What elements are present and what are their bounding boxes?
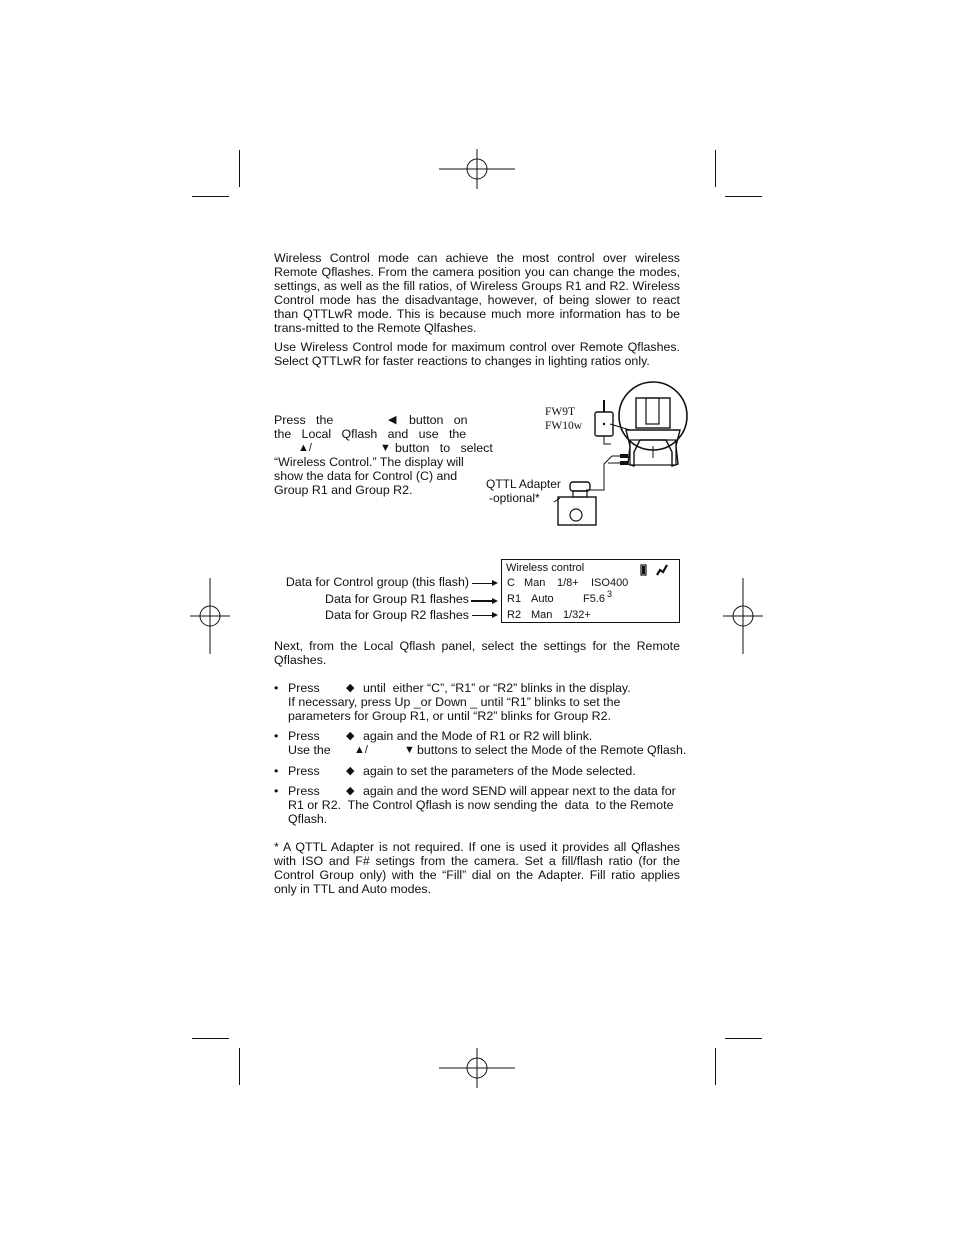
lcd-c-group: C bbox=[507, 577, 515, 589]
lcd-display bbox=[501, 559, 680, 623]
lcd-title: Wireless control bbox=[506, 562, 585, 574]
crop-mark bbox=[715, 1048, 716, 1085]
bullet-text: Qflash. bbox=[288, 812, 328, 826]
step-text: button to select bbox=[395, 441, 493, 455]
lcd-c-power: 1/8+ bbox=[557, 577, 579, 589]
lcd-r1-superscript: 3 bbox=[607, 589, 613, 599]
pointer-arrow bbox=[492, 580, 498, 586]
crop-mark bbox=[192, 1038, 229, 1039]
adapter-optional-label: -optional* bbox=[489, 491, 540, 505]
footnote: * A QTTL Adapter is not required. If one is used it provides all Qflashes with ISO and F# setings from the camera. Set a fill/flash ratio (for the Control Group only) with the “Fill” dial on the Adapter. Fill ratio applies only in TTL and Auto modes. bbox=[274, 840, 680, 896]
diamond-icon: ◆ bbox=[346, 785, 355, 797]
step-text: Group R1 and Group R2. bbox=[274, 483, 413, 497]
group-r1-label: Data for Group R1 flashes bbox=[325, 592, 469, 606]
step-text: the Local Qflash and use the bbox=[274, 427, 467, 441]
pointer-line bbox=[472, 583, 492, 584]
diamond-icon: ◆ bbox=[346, 730, 355, 742]
bullet-text: parameters for Group R1, or until “R2” blinks for Group R2. bbox=[288, 709, 611, 723]
bullet-press: Press bbox=[288, 784, 320, 798]
lcd-r1-group: R1 bbox=[507, 593, 522, 605]
bullet-press: Press bbox=[288, 764, 320, 778]
flash-illustration bbox=[480, 380, 700, 530]
control-group-label: Data for Control group (this flash) bbox=[285, 575, 469, 589]
lcd-r1-mode: Auto bbox=[531, 593, 554, 605]
bullet-press: Press bbox=[288, 681, 320, 695]
bullet-text: R1 or R2. The Control Qflash is now sending the data to the Remote bbox=[288, 798, 674, 812]
pointer-arrow bbox=[492, 612, 498, 618]
down-arrow-icon: ▼ bbox=[380, 442, 391, 454]
lcd-r2-power: 1/32+ bbox=[563, 609, 591, 621]
battery-icon bbox=[640, 564, 648, 576]
crop-mark bbox=[725, 1038, 762, 1039]
diamond-icon: ◆ bbox=[346, 682, 355, 694]
bullet-text: If necessary, press Up _or Down _ until “R1” blinks to set the bbox=[288, 695, 621, 709]
lcd-r2-mode: Man bbox=[531, 609, 553, 621]
registration-mark bbox=[439, 131, 515, 207]
adapter-label: QTTL Adapter bbox=[486, 477, 561, 491]
step-text: “Wireless Control.” The display will bbox=[274, 455, 464, 469]
bullet-text: buttons to select the Mode of the Remote Qflash. bbox=[417, 743, 687, 757]
step-text: button on bbox=[409, 413, 468, 427]
lcd-r1-aperture: F5.6 bbox=[583, 593, 606, 605]
bullet-text: again to set the parameters of the Mode selected. bbox=[363, 764, 636, 778]
bullet-text: again and the Mode of R1 or R2 will blink. bbox=[363, 729, 593, 743]
step-text: show the data for Control (C) and bbox=[274, 469, 458, 483]
crop-mark bbox=[239, 150, 240, 187]
lcd-c-iso: ISO400 bbox=[591, 577, 629, 589]
up-arrow-icon: ▲/ bbox=[298, 442, 312, 454]
step-text: Press the bbox=[274, 413, 334, 427]
down-arrow-icon: ▼ bbox=[404, 744, 415, 756]
left-arrow-icon: ◀ bbox=[388, 414, 397, 426]
crop-mark bbox=[239, 1048, 240, 1085]
wireless-signal-icon bbox=[655, 563, 669, 577]
crop-mark bbox=[725, 196, 762, 197]
pointer-arrow bbox=[492, 598, 498, 604]
crop-mark bbox=[715, 150, 716, 187]
bullet-press: Press bbox=[288, 729, 320, 743]
bullet-text: Use the bbox=[288, 743, 331, 757]
fw10w-label: FW10w bbox=[545, 420, 583, 432]
registration-mark bbox=[172, 578, 248, 654]
registration-mark bbox=[705, 578, 781, 654]
lcd-c-mode: Man bbox=[524, 577, 546, 589]
diamond-icon: ◆ bbox=[346, 765, 355, 777]
crop-mark bbox=[192, 196, 229, 197]
fw9t-label: FW9T bbox=[545, 406, 576, 418]
bullet-text: again and the word SEND will appear next to the data for bbox=[363, 784, 676, 798]
bullet-text: until either “C”, “R1” or “R2” blinks in the display. bbox=[363, 681, 631, 695]
intro-paragraph-2: Use Wireless Control mode for maximum control over Remote Qflashes. Select QTTLwR for faster reactions to changes in lighting ratios only. bbox=[274, 340, 680, 368]
next-paragraph: Next, from the Local Qflash panel, select the settings for the Remote Qflashes. bbox=[274, 639, 680, 667]
up-arrow-icon: ▲/ bbox=[354, 744, 368, 756]
intro-paragraph: Wireless Control mode can achieve the most control over wireless Remote Qflashes. From the camera position you can change the modes, settings, as well as the fill ratios, of Wireless Groups R1 and R2. Wireless Control mode has the disadvantage, however, of being slower to react than QTTLwR mode. This is because much more information has to be trans-mitted to the Remote Qlfashes. bbox=[274, 251, 680, 335]
pointer-line bbox=[471, 600, 492, 602]
group-r2-label: Data for Group R2 flashes bbox=[325, 608, 469, 622]
pointer-line bbox=[472, 615, 492, 616]
registration-mark bbox=[439, 1030, 515, 1106]
step-instructions bbox=[274, 413, 493, 497]
lcd-r2-group: R2 bbox=[507, 609, 522, 621]
